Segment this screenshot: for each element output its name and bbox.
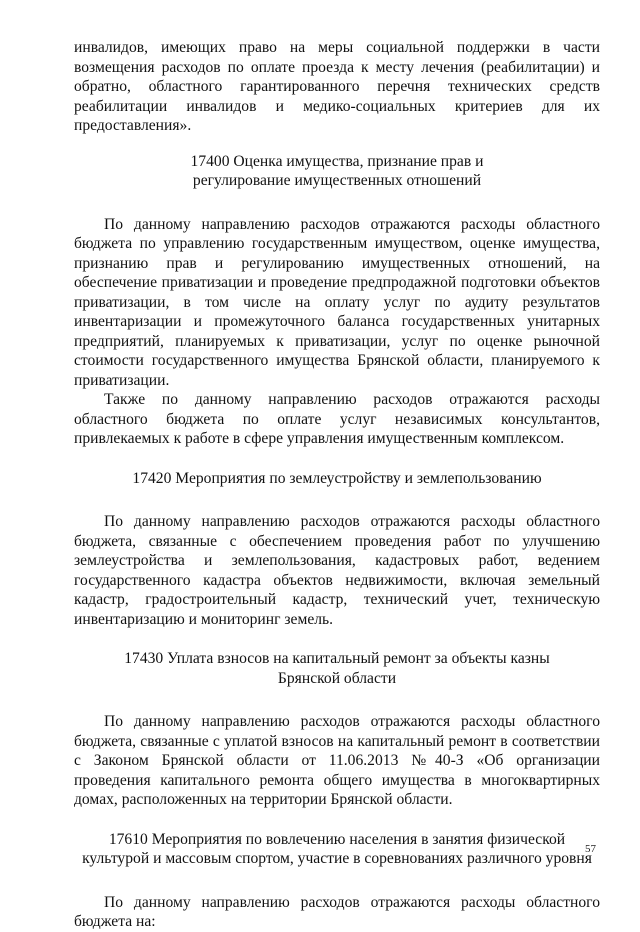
section-17430-paragraph-1: По данному направлению расходов отражаются расходы областного бюджета, связанные с уплатой взносов на капитальный ремонт в соответствии с Законом Брянской области от 11.06.2013 №40-З «Об организации проведения капитального ремонта общего имущества в многоквартирных домах, расположенных на территории Брянской области. [74, 713, 600, 808]
page-number: 57 [585, 843, 596, 855]
section-17400-paragraph-1: По данному направлению расходов отражаются расходы областного бюджета по управлению государственным имуществом, оценке имущества, признанию прав и регулированию имущественных отношений, на обеспечение приватизации и проведение предпродажной подготовки объектов приватизации, в том числе на оплату услуг по аудиту результатов инвентаризации и промежуточного баланса государственных унитарных предприятий, планируемых к приватизации, услуг по оценке рыночной стоимости государственного имущества Брянской области, планируемого к приватизации. [74, 215, 600, 389]
section-17610-heading: 17610 Мероприятия по вовлечению населения в занятия физической культурой и массовым спортом, участие в соревнованиях различного уровня [82, 830, 592, 867]
section-17420-paragraph-1: По данному направлению расходов отражаются расходы областного бюджета, связанные с обеспечением проведения работ по улучшению землеустройства и землепользования, кадастровых работ, ведением государственного кадастра объектов недвижимости, включая земельный кадастр, градостроительный кадастр, технический учет, техническую инвентаризацию и мониторинг земель. [74, 513, 600, 628]
intro-continuation-paragraph: инвалидов, имеющих право на меры социальной поддержки в части возмещения расходов по оплате проезда к месту лечения (реабилитации) и обратно, областного гарантированного перечня технических средств реабилитации инвалидов и медико-социальных критериев для их предоставления». [74, 39, 600, 134]
section-17400-heading: 17400 Оценка имущества, признание прав и регулирование имущественных отношений [190, 152, 484, 189]
document-page [74, 38, 600, 932]
section-17430-heading: 17430 Уплата взносов на капитальный ремонт за объекты казны Брянской области [124, 650, 550, 687]
section-17420-heading: 17420 Мероприятия по землеустройству и землепользованию [132, 469, 542, 487]
section-17610-paragraph-1: По данному направлению расходов отражаются расходы областного бюджета на: [74, 893, 600, 930]
section-17400-paragraph-2: Также по данному направлению расходов отражаются расходы областного бюджета по оплате услуг независимых консультантов, привлекаемых к работе в сфере управления имущественным комплексом. [74, 391, 600, 447]
